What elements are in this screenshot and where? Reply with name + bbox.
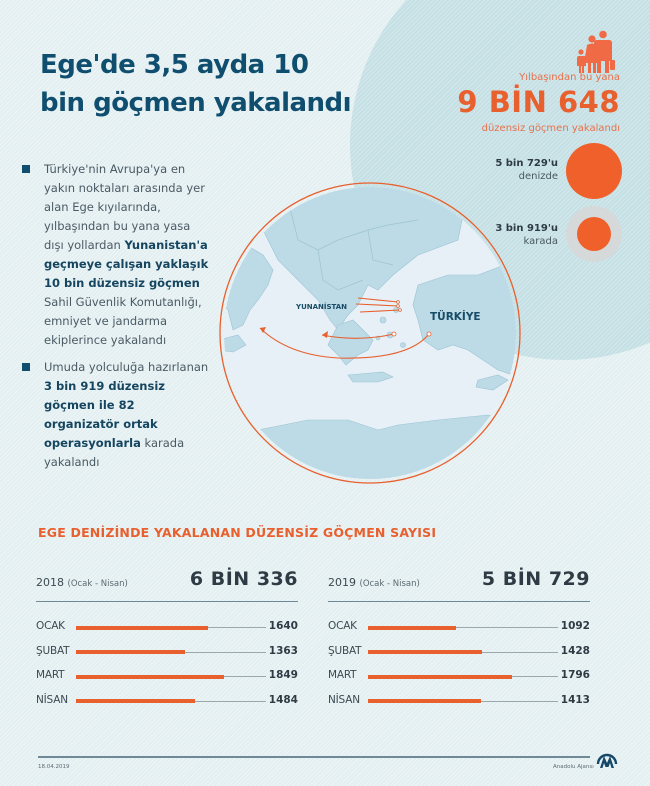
summary-post-label: düzensiz göçmen yakalandı (481, 123, 620, 134)
stat-land-value: 3 bin 919'u (495, 223, 558, 234)
map-label-greece: YUNANİSTAN (296, 303, 348, 311)
aa-logo-icon (596, 748, 618, 770)
footer-source: Anadolu Ajansı (553, 764, 594, 770)
summary-pre-label: Yılbaşından bu yana (519, 72, 620, 83)
family-icon (574, 30, 616, 74)
bar-row: NİSAN 1413 (328, 693, 590, 706)
stat-sea-label: denizde (518, 171, 558, 182)
panel-header (36, 568, 298, 602)
bullet-item: Türkiye'nin Avrupa'ya en yakın noktaları arasında yer alan Ege kıyılarında, yılbaşından bu yana yasa dışı yollardan Yunanistan'a geçmeye çalışan yaklaşık 10 bin düzensiz göçmen Sahil Güvenlik Komutanlığı, emniyet ve jandarma ekiplerince yakalandı (22, 160, 212, 350)
stat-sea-value: 5 bin 729'u (495, 158, 558, 169)
bar-row: ŞUBAT 1428 (328, 644, 590, 657)
bar (76, 675, 224, 679)
bar (76, 699, 195, 703)
page-title: Ege'de 3,5 ayda 10 bin göçmen yakalandı (40, 50, 352, 118)
bar-row: OCAK 1640 (36, 620, 298, 632)
bar-row: NİSAN 1484 (36, 693, 298, 706)
bullet-list (22, 160, 212, 480)
summary-total: 9 BİN 648 (457, 85, 620, 119)
bar-row: MART 1796 (328, 669, 590, 681)
map-label-turkey: TÜRKİYE (430, 311, 481, 323)
panel-range: (Ocak - Nisan) (67, 579, 128, 589)
bar (76, 626, 208, 630)
panel-header (328, 568, 590, 602)
panel-total: 6 BİN 336 (189, 568, 298, 590)
bar (368, 626, 456, 630)
aegean-map (218, 180, 522, 486)
bullet-item: Umuda yolculuğa hazırlanan 3 bin 919 düzensiz göçmen ile 82 organizatör ortak operasyonlarla karada yakalandı (22, 358, 212, 472)
section-title: EGE DENİZİNDE YAKALANAN DÜZENSİZ GÖÇMEN SAYISI (38, 525, 437, 540)
land-circle-icon (577, 217, 611, 251)
panel-year: 2019 (328, 576, 356, 589)
panel-range: (Ocak - Nisan) (359, 579, 420, 589)
bar (368, 650, 482, 654)
footer-date: 18.04.2019 (38, 764, 70, 770)
footer-divider (38, 756, 590, 758)
bar-row: MART 1849 (36, 669, 298, 681)
bar-row: ŞUBAT 1363 (36, 644, 298, 657)
panel-2019 (328, 568, 590, 715)
bar (368, 675, 512, 679)
bar (368, 699, 481, 703)
panel-total: 5 BİN 729 (481, 568, 590, 590)
panel-2018 (36, 568, 298, 715)
bar (76, 650, 185, 654)
bar-row: OCAK 1092 (328, 620, 590, 632)
stat-land-label: karada (523, 236, 558, 247)
panel-year: 2018 (36, 576, 64, 589)
sea-circle-icon (566, 143, 622, 199)
